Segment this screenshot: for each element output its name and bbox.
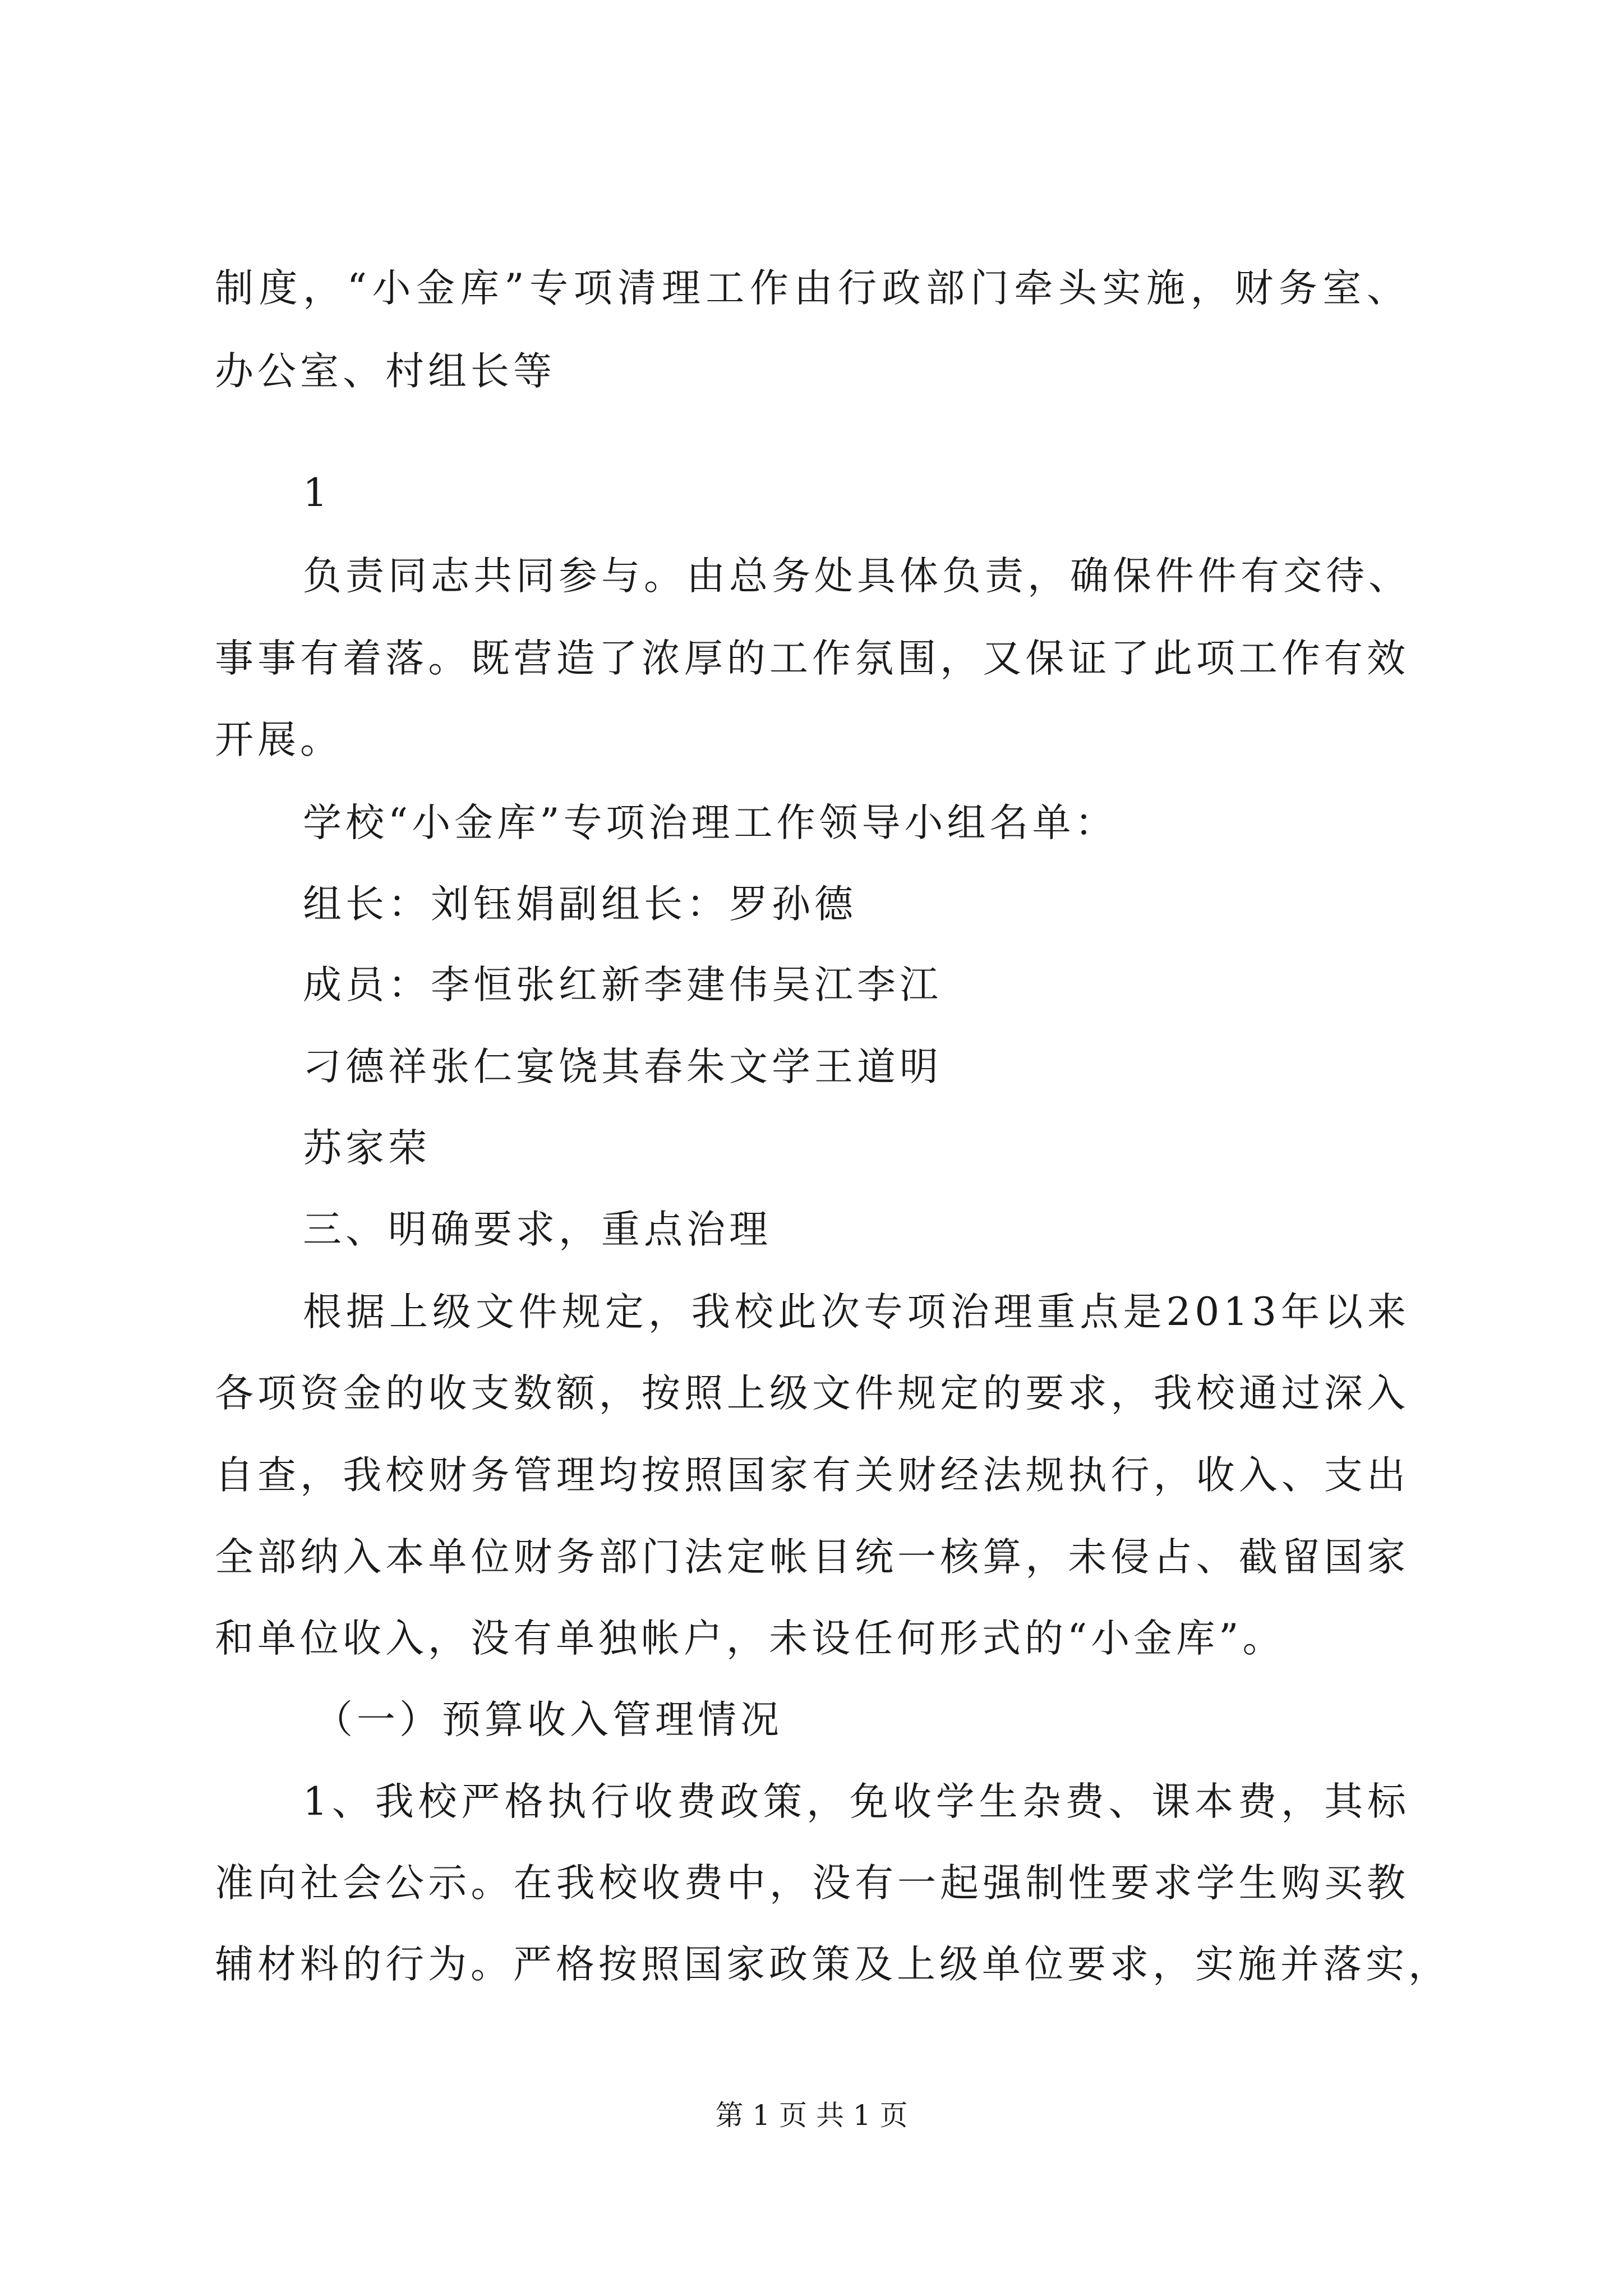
text-line: 根据上级文件规定，我校此次专项治理重点是2013年以来 (303, 1290, 1410, 1335)
text-line: 全部纳入本单位财务部门法定帐目统一核算，未侵占、截留国家 (215, 1535, 1409, 1580)
text-line: 自查，我校财务管理均按照国家有关财经法规执行，收入、支出 (215, 1453, 1409, 1498)
subsection-heading: （一）预算收入管理情况 (314, 1697, 783, 1742)
text-line: 刁德祥张仁宴饶其春朱文学王道明 (303, 1045, 942, 1089)
text-line: 1、我校严格执行收费政策，免收学生杂费、课本费，其标 (303, 1779, 1410, 1824)
text-line: 准向社会公示。在我校收费中，没有一起强制性要求学生购买教 (215, 1861, 1409, 1906)
text-line: 组长：刘钰娟副组长：罗孙德 (303, 882, 857, 927)
page-footer: 第 1 页 共 1 页 (715, 2099, 908, 2132)
text-line: 成员：李恒张红新李建伟吴江李江 (303, 963, 942, 1007)
page-marker: 1 (303, 471, 331, 516)
text-line: 各项资金的收支数额，按照上级文件规定的要求，我校通过深入 (215, 1371, 1409, 1416)
text-line: 制度，“小金库”专项清理工作由行政部门牵头实施，财务室、 (215, 266, 1409, 311)
text-line: 和单位收入，没有单独帐户，未设任何形式的“小金库”。 (215, 1616, 1285, 1661)
text-line: 辅材料的行为。严格按照国家政策及上级单位要求，实施并落实， (215, 1942, 1451, 1987)
text-line: 开展。 (215, 717, 343, 762)
text-line: 事事有着落。既营造了浓厚的工作氛围，又保证了此项工作有效 (215, 636, 1409, 681)
text-line: 苏家荣 (303, 1126, 431, 1171)
text-line: 学校“小金库”专项治理工作领导小组名单： (303, 800, 1118, 845)
section-heading: 三、明确要求，重点治理 (303, 1207, 772, 1252)
text-line: 负责同志共同参与。由总务处具体负责，确保件件有交待、 (303, 554, 1411, 599)
text-line: 办公室、村组长等 (215, 349, 556, 394)
